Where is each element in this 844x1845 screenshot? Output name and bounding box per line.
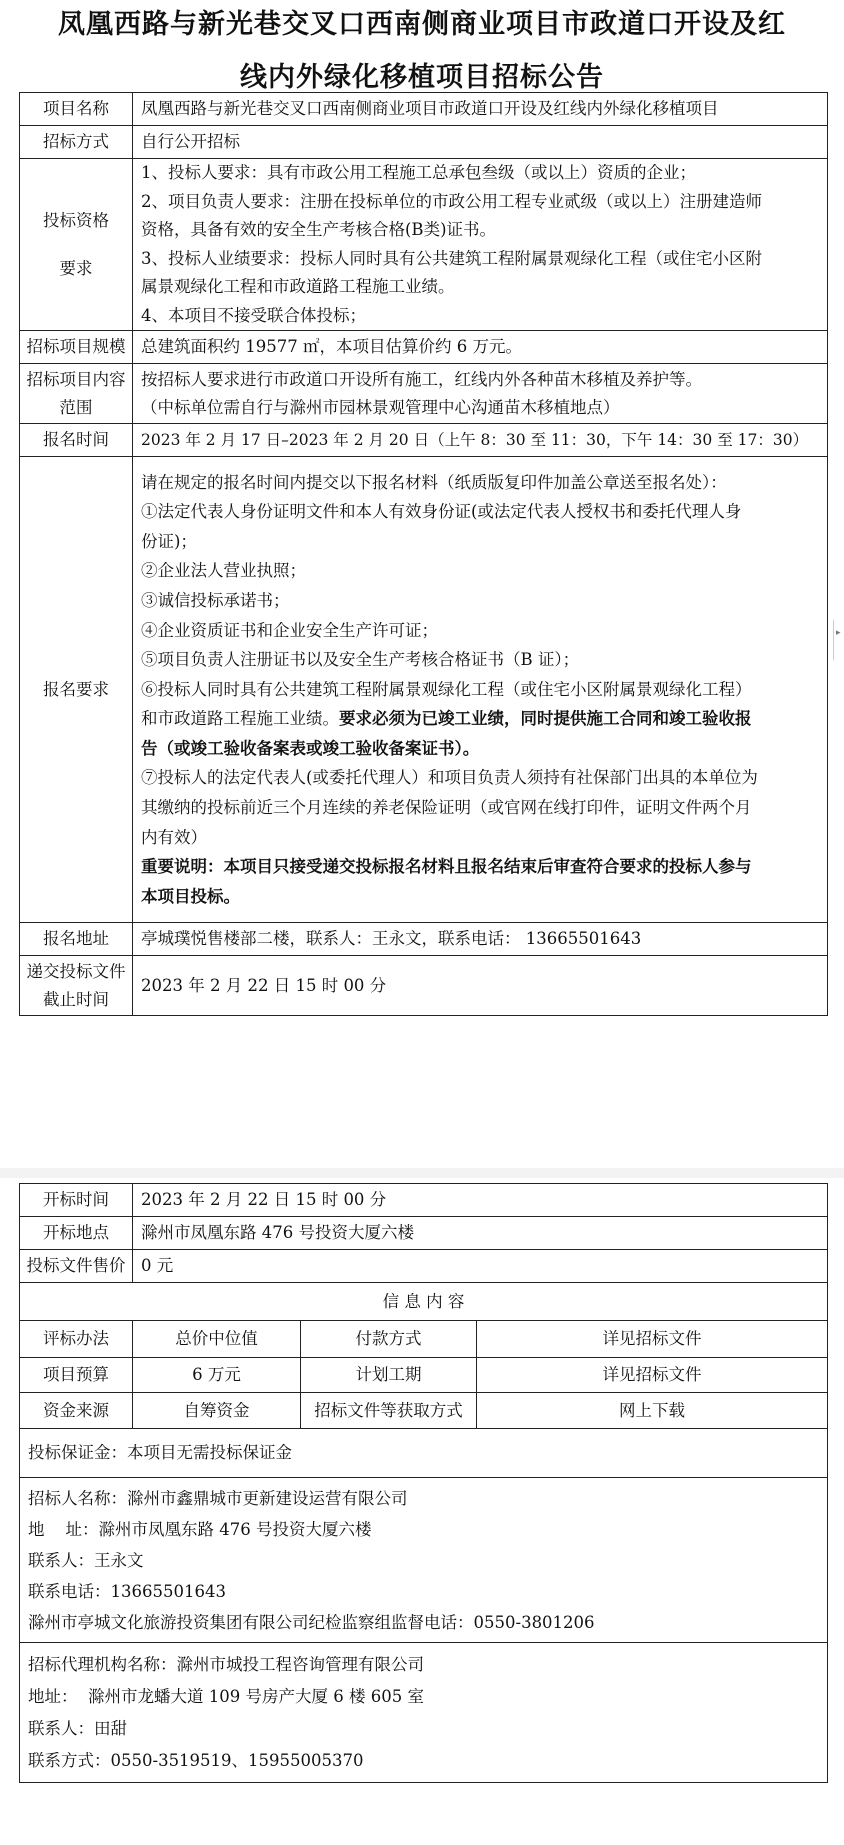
reg-req-note: 重要说明：本项目只接受递交投标报名材料且报名结束后审查符合要求的投标人参与: [141, 857, 752, 877]
grid-cell: 自筹资金: [133, 1393, 301, 1429]
label-open-place: 开标地点: [20, 1217, 133, 1250]
agent-block: [20, 1643, 828, 1783]
label-scale: 招标项目规模: [20, 331, 133, 364]
grid-cell: 详见招标文件: [477, 1321, 828, 1358]
row-open-place: [20, 1217, 828, 1250]
reg-req-item: ③诚信投标承诺书；: [141, 590, 290, 610]
label-reg-time: 报名时间: [20, 424, 133, 457]
page-title-line-1: 凤凰西路与新光巷交叉口西南侧商业项目市政道口开设及红: [58, 9, 786, 40]
label-project-name: 项目名称: [20, 93, 133, 126]
scroll-indicator[interactable]: ▸: [833, 620, 844, 660]
tenderer-line: 联系电话：13665501643: [28, 1581, 226, 1601]
grid-row: [20, 1393, 828, 1429]
reg-req-intro: 请在规定的报名时间内提交以下报名材料（纸质版复印件加盖公章送至报名处）：: [141, 472, 727, 492]
value-method: 自行公开招标: [133, 126, 828, 159]
label-content: [20, 364, 133, 424]
row-tenderer: [20, 1478, 828, 1643]
reg-req-item: ⑥投标人同时具有公共建筑工程附属景观绿化工程（或住宅小区附属景观绿化工程）: [141, 679, 752, 699]
reg-req-item6-bold: 要求必须为已竣工业绩，同时提供施工合同和竣工验收报: [339, 709, 752, 729]
label-qualification: [20, 159, 133, 331]
reg-req-item: 内有效）: [141, 827, 207, 847]
reg-req-item: ④企业资质证书和企业安全生产许可证；: [141, 620, 438, 640]
row-deadline: [20, 956, 828, 1016]
grid-cell: 招标文件等获取方式: [301, 1393, 477, 1429]
row-reg-time: [20, 424, 828, 457]
agent-line: 地址： 滁州市龙蟠大道 109 号房产大厦 6 楼 605 室: [28, 1686, 424, 1706]
qualification-line: 资格，具备有效的安全生产考核合格(B类)证书。: [141, 220, 496, 239]
content-line-2: （中标单位需自行与滁州市园林景观管理中心沟通苗木移植地点）: [141, 397, 620, 417]
grid-cell: 总价中位值: [133, 1321, 301, 1358]
value-scale: 总建筑面积约 19577 ㎡，本项目估算价约 6 万元。: [133, 331, 828, 364]
announcement-table-2: [19, 1183, 828, 1783]
grid-row: [20, 1358, 828, 1393]
row-agent: [20, 1643, 828, 1783]
reg-req-item: [141, 704, 819, 734]
label-content-line1: 招标项目内容: [26, 369, 126, 389]
label-content-line2: 范围: [59, 397, 93, 417]
agent-line: 招标代理机构名称：滁州市城投工程咨询管理有限公司: [28, 1654, 424, 1674]
label-reg-req: 报名要求: [20, 457, 133, 923]
grid-cell: 付款方式: [301, 1321, 477, 1358]
reg-req-item: 其缴纳的投标前近三个月连续的养老保险证明（或官网在线打印件，证明文件两个月: [141, 798, 752, 818]
tenderer-line: 地 址：滁州市凤凰东路 476 号投资大厦六楼: [28, 1519, 372, 1539]
qualification-line: 1、投标人要求：具有市政公用工程施工总承包叁级（或以上）资质的企业；: [141, 163, 696, 182]
grid-cell: 详见招标文件: [477, 1358, 828, 1393]
grid-row: [20, 1321, 828, 1358]
row-qualification: [20, 159, 828, 331]
tenderer-block: [20, 1478, 828, 1643]
reg-req-item: ⑦投标人的法定代表人(或委托代理人）和项目负责人须持有社保部门出具的本单位为: [141, 768, 758, 788]
reg-req-item6-bold-cont: 告（或竣工验收备案表或竣工验收备案证书）。: [141, 738, 480, 758]
value-reg-req: [133, 457, 828, 923]
qualification-line: 3、投标人业绩要求：投标人同时具有公共建筑工程附属景观绿化工程（或住宅小区附: [141, 248, 762, 268]
row-reg-addr: [20, 923, 828, 956]
value-content: [133, 364, 828, 424]
page-break: [0, 1168, 844, 1178]
info-header: 信 息 内 容: [20, 1283, 828, 1321]
label-qualification-line1: 投标资格: [43, 210, 109, 230]
value-reg-time: 2023 年 2 月 17 日–2023 年 2 月 20 日（上午 8：30 至 11：30，下午 14：30 至 17：30）: [133, 424, 828, 457]
qualification-line: 4、本项目不接受联合体投标；: [141, 305, 366, 325]
row-doc-price: [20, 1250, 828, 1283]
tenderer-line: 滁州市亭城文化旅游投资集团有限公司纪检监察组监督电话：0550-3801206: [28, 1612, 595, 1632]
page-title-line-2: 线内外绿化移植项目招标公告: [240, 62, 604, 93]
qualification-line: 2、项目负责人要求：注册在投标单位的市政公用工程专业贰级（或以上）注册建造师: [141, 191, 762, 211]
grid-cell: 6 万元: [133, 1358, 301, 1393]
agent-line: 联系方式：0550-3519519、15955005370: [28, 1750, 364, 1770]
reg-req-item: 份证)；: [141, 531, 197, 551]
reg-req-item6-normal: 和市政道路工程施工业绩。: [141, 709, 339, 729]
label-method: 招标方式: [20, 126, 133, 159]
announcement-table-1: [19, 92, 828, 1016]
row-reg-req: [20, 457, 828, 923]
value-qualification: [133, 159, 828, 331]
grid-cell: 评标办法: [20, 1321, 133, 1358]
grid-cell: 项目预算: [20, 1358, 133, 1393]
label-reg-addr: 报名地址: [20, 923, 133, 956]
content-line-1: 按招标人要求进行市政道口开设所有施工，红线内外各种苗木移植及养护等。: [141, 369, 702, 389]
label-open-time: 开标时间: [20, 1184, 133, 1217]
tenderer-line: 联系人：王永文: [28, 1550, 144, 1570]
row-scale: [20, 331, 828, 364]
value-open-place: 滁州市凤凰东路 476 号投资大厦六楼: [133, 1217, 828, 1250]
label-doc-price: 投标文件售价: [20, 1250, 133, 1283]
value-reg-addr: 亭城璞悦售楼部二楼，联系人：王永文，联系电话： 13665501643: [133, 923, 828, 956]
reg-req-note: 本项目投标。: [141, 886, 240, 906]
label-qualification-line2: 要求: [59, 258, 93, 278]
qualification-line: 属景观绿化工程和市政道路工程施工业绩。: [141, 277, 455, 296]
row-method: [20, 126, 828, 159]
bond-text: 投标保证金：本项目无需投标保证金: [20, 1429, 828, 1478]
label-deadline: [20, 956, 133, 1016]
reg-req-item: ⑤项目负责人注册证书以及安全生产考核合格证书（B 证）；: [141, 650, 580, 670]
reg-req-item: ②企业法人营业执照；: [141, 561, 306, 581]
label-deadline-line2: 截止时间: [43, 989, 109, 1009]
grid-cell: 资金来源: [20, 1393, 133, 1429]
value-deadline: 2023 年 2 月 22 日 15 时 00 分: [133, 956, 828, 1016]
row-open-time: [20, 1184, 828, 1217]
row-bond: [20, 1429, 828, 1478]
value-open-time: 2023 年 2 月 22 日 15 时 00 分: [133, 1184, 828, 1217]
row-content: [20, 364, 828, 424]
grid-cell: 网上下载: [477, 1393, 828, 1429]
grid-cell: 计划工期: [301, 1358, 477, 1393]
row-info-header: [20, 1283, 828, 1321]
row-project-name: [20, 93, 828, 126]
reg-req-item: ①法定代表人身份证明文件和本人有效身份证(或法定代表人授权书和委托代理人身: [141, 502, 742, 522]
tenderer-line: 招标人名称：滁州市鑫鼎城市更新建设运营有限公司: [28, 1488, 408, 1508]
label-deadline-line1: 递交投标文件: [26, 961, 126, 981]
agent-line: 联系人：田甜: [28, 1718, 127, 1738]
value-doc-price: 0 元: [133, 1250, 828, 1283]
value-project-name: 凤凰西路与新光巷交叉口西南侧商业项目市政道口开设及红线内外绿化移植项目: [133, 93, 828, 126]
